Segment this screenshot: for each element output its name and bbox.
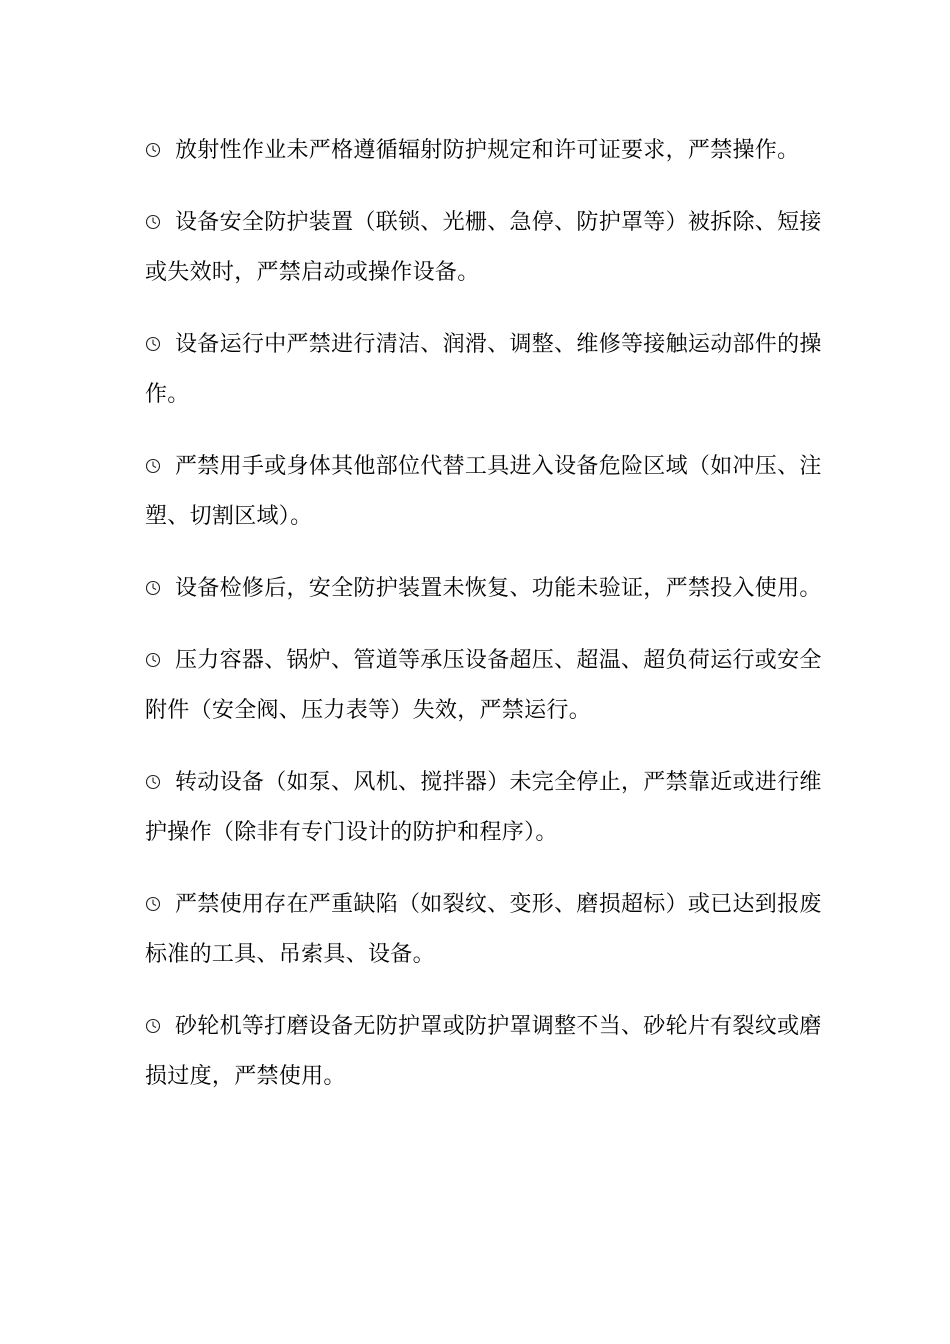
- rule-text: 设备检修后，安全防护装置未恢复、功能未验证，严禁投入使用。: [175, 576, 822, 601]
- clock-icon: [145, 142, 161, 158]
- rule-text: 放射性作业未严格遵循辐射防护规定和许可证要求，严禁操作。: [175, 138, 800, 163]
- list-item: [145, 880, 830, 980]
- list-item: [145, 564, 830, 614]
- rule-text: 设备安全防护装置（联锁、光栅、急停、防护罩等）被拆除、短接或失效时，严禁启动或操作设备。: [145, 210, 822, 285]
- list-item: [145, 442, 830, 542]
- list-item: [145, 320, 830, 420]
- clock-icon: [145, 214, 161, 230]
- clock-icon: [145, 896, 161, 912]
- clock-icon: [145, 774, 161, 790]
- list-item: [145, 636, 830, 736]
- rule-text: 压力容器、锅炉、管道等承压设备超压、超温、超负荷运行或安全附件（安全阀、压力表等）失效，严禁运行。: [145, 648, 822, 723]
- clock-icon: [145, 1018, 161, 1034]
- list-item: [145, 1002, 830, 1102]
- rule-text: 砂轮机等打磨设备无防护罩或防护罩调整不当、砂轮片有裂纹或磨损过度，严禁使用。: [145, 1014, 822, 1089]
- clock-icon: [145, 580, 161, 596]
- list-item: [145, 198, 830, 298]
- rule-text: 严禁用手或身体其他部位代替工具进入设备危险区域（如冲压、注塑、切割区域）。: [145, 454, 822, 529]
- safety-rule-list: [145, 126, 830, 1124]
- clock-icon: [145, 458, 161, 474]
- clock-icon: [145, 336, 161, 352]
- clock-icon: [145, 652, 161, 668]
- list-item: [145, 126, 830, 176]
- rule-text: 设备运行中严禁进行清洁、润滑、调整、维修等接触运动部件的操作。: [145, 332, 822, 407]
- rule-text: 转动设备（如泵、风机、搅拌器）未完全停止，严禁靠近或进行维护操作（除非有专门设计的防护和程序）。: [145, 770, 822, 845]
- rule-text: 严禁使用存在严重缺陷（如裂纹、变形、磨损超标）或已达到报废标准的工具、吊索具、设备。: [145, 892, 822, 967]
- list-item: [145, 758, 830, 858]
